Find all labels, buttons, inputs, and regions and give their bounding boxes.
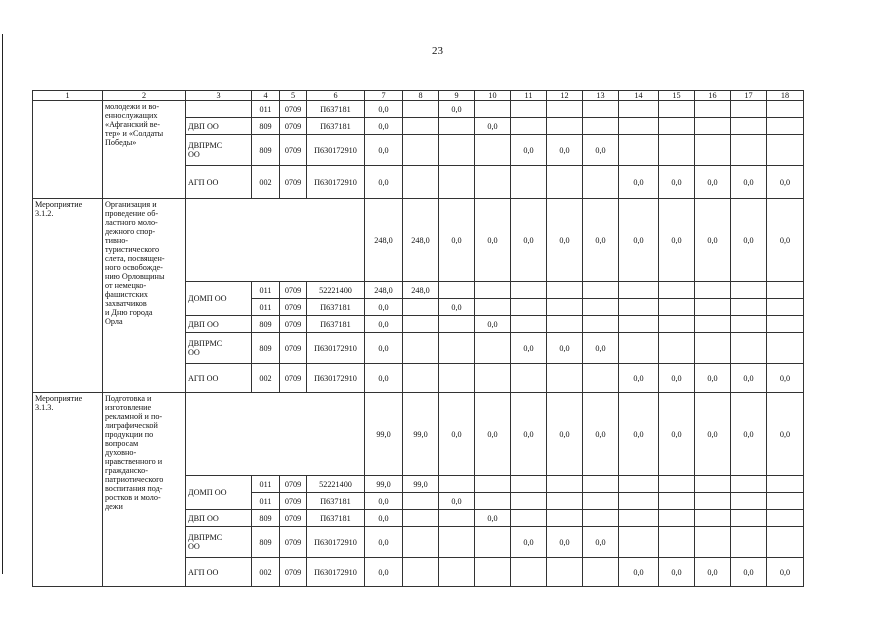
value-cell	[695, 282, 731, 299]
value-cell: 99,0	[403, 476, 439, 493]
code-cell: П637181	[307, 510, 365, 527]
value-cell: 248,0	[365, 199, 403, 282]
value-cell: 0,0	[547, 199, 583, 282]
header-cell: 9	[439, 91, 475, 101]
value-cell: 0,0	[511, 135, 547, 166]
value-cell: 0,0	[365, 510, 403, 527]
activity-total-row	[33, 199, 804, 282]
value-cell	[475, 476, 511, 493]
value-cell	[583, 282, 619, 299]
value-cell	[439, 135, 475, 166]
value-cell	[511, 493, 547, 510]
code-cell: 52221400	[307, 476, 365, 493]
value-cell	[547, 476, 583, 493]
value-cell	[583, 364, 619, 393]
value-cell: 0,0	[365, 166, 403, 199]
header-cell: 18	[767, 91, 804, 101]
budget-table	[32, 90, 804, 587]
code-cell: 002	[252, 364, 280, 393]
value-cell	[659, 493, 695, 510]
value-cell	[583, 476, 619, 493]
value-cell: 0,0	[365, 333, 403, 364]
value-cell: 0,0	[547, 393, 583, 476]
value-cell	[695, 333, 731, 364]
code-cell: П630172910	[307, 166, 365, 199]
header-row	[33, 91, 804, 101]
value-cell	[511, 282, 547, 299]
value-cell: 0,0	[365, 118, 403, 135]
value-cell	[475, 493, 511, 510]
value-cell	[695, 101, 731, 118]
value-cell	[439, 558, 475, 587]
value-cell	[547, 166, 583, 199]
table-body	[33, 91, 804, 587]
activity-total-row	[33, 393, 804, 476]
value-cell: 0,0	[619, 393, 659, 476]
executor-cell: ДВП ОО	[186, 316, 252, 333]
value-cell	[439, 316, 475, 333]
value-cell: 0,0	[619, 199, 659, 282]
code-cell: 0709	[280, 493, 307, 510]
value-cell: 0,0	[659, 393, 695, 476]
value-cell	[659, 299, 695, 316]
executor-total-cell	[186, 393, 365, 476]
value-cell	[511, 166, 547, 199]
code-cell: П630172910	[307, 333, 365, 364]
value-cell	[583, 101, 619, 118]
value-cell	[439, 527, 475, 558]
activity-name-cell: Подготовка и изготовление рекламной и по- лиграфической продукции по вопросам духовно- нравственного и гражданско- патриотического воспитания под- ростков и моло- дежи	[103, 393, 186, 587]
code-cell: 011	[252, 299, 280, 316]
value-cell: 0,0	[511, 333, 547, 364]
value-cell: 0,0	[695, 364, 731, 393]
executor-total-cell	[186, 199, 365, 282]
value-cell	[475, 166, 511, 199]
value-cell	[475, 101, 511, 118]
value-cell	[767, 282, 804, 299]
code-cell: 0709	[280, 527, 307, 558]
value-cell: 0,0	[511, 527, 547, 558]
header-cell: 3	[186, 91, 252, 101]
value-cell: 0,0	[731, 166, 767, 199]
value-cell	[403, 364, 439, 393]
value-cell	[731, 282, 767, 299]
value-cell: 99,0	[365, 476, 403, 493]
value-cell	[403, 510, 439, 527]
value-cell	[731, 493, 767, 510]
value-cell	[731, 510, 767, 527]
header-cell: 10	[475, 91, 511, 101]
value-cell	[619, 282, 659, 299]
value-cell: 0,0	[547, 527, 583, 558]
value-cell	[403, 166, 439, 199]
value-cell	[511, 101, 547, 118]
value-cell	[695, 135, 731, 166]
value-cell	[659, 527, 695, 558]
value-cell	[767, 101, 804, 118]
code-cell: П630172910	[307, 558, 365, 587]
value-cell	[583, 118, 619, 135]
value-cell: 0,0	[439, 199, 475, 282]
value-cell	[475, 135, 511, 166]
code-cell: 809	[252, 316, 280, 333]
value-cell: 0,0	[619, 166, 659, 199]
value-cell: 0,0	[583, 199, 619, 282]
value-cell	[583, 299, 619, 316]
value-cell	[619, 101, 659, 118]
value-cell: 0,0	[767, 558, 804, 587]
header-cell: 7	[365, 91, 403, 101]
activity-code-cell: Мероприятие 3.1.2.	[33, 199, 103, 393]
executor-cell: ДВП ОО	[186, 118, 252, 135]
value-cell: 0,0	[767, 393, 804, 476]
value-cell: 0,0	[619, 558, 659, 587]
executor-cell: ДОМП ОО	[186, 476, 252, 510]
value-cell	[547, 118, 583, 135]
value-cell	[511, 510, 547, 527]
value-cell: 0,0	[731, 393, 767, 476]
code-cell: 0709	[280, 166, 307, 199]
value-cell: 248,0	[365, 282, 403, 299]
executor-cell: АГП ОО	[186, 558, 252, 587]
value-cell	[547, 510, 583, 527]
value-cell	[659, 118, 695, 135]
code-cell: 0709	[280, 510, 307, 527]
code-cell: 011	[252, 493, 280, 510]
header-cell: 16	[695, 91, 731, 101]
value-cell	[619, 316, 659, 333]
value-cell	[659, 101, 695, 118]
value-cell	[439, 166, 475, 199]
value-cell	[403, 493, 439, 510]
value-cell	[547, 558, 583, 587]
value-cell	[403, 118, 439, 135]
value-cell	[695, 510, 731, 527]
value-cell: 0,0	[583, 527, 619, 558]
value-cell: 0,0	[583, 333, 619, 364]
value-cell: 0,0	[659, 166, 695, 199]
page-number: 23	[432, 45, 443, 57]
value-cell: 0,0	[767, 199, 804, 282]
code-cell: П637181	[307, 299, 365, 316]
header-cell: 13	[583, 91, 619, 101]
value-cell: 0,0	[365, 527, 403, 558]
header-cell: 6	[307, 91, 365, 101]
value-cell	[767, 510, 804, 527]
value-cell	[403, 558, 439, 587]
executor-cell: ДОМП ОО	[186, 282, 252, 316]
activity-code-cell	[33, 101, 103, 199]
value-cell: 0,0	[365, 493, 403, 510]
code-cell: 809	[252, 333, 280, 364]
value-cell	[619, 135, 659, 166]
value-cell: 0,0	[365, 299, 403, 316]
value-cell	[475, 558, 511, 587]
value-cell	[619, 527, 659, 558]
header-cell: 4	[252, 91, 280, 101]
activity-name-cell: Организация и проведение об- ластного моло- дежного спор- тивно- туристического слета, посвящен- ного освобожде- нию Орловщины от немецко- фашистских захватчиков и Дню города Орла	[103, 199, 186, 393]
value-cell	[767, 476, 804, 493]
value-cell	[403, 316, 439, 333]
value-cell: 0,0	[731, 558, 767, 587]
value-cell	[475, 282, 511, 299]
code-cell: П637181	[307, 118, 365, 135]
value-cell: 248,0	[403, 199, 439, 282]
executor-cell	[186, 101, 252, 118]
value-cell	[767, 527, 804, 558]
code-cell: 0709	[280, 101, 307, 118]
header-cell: 17	[731, 91, 767, 101]
value-cell: 0,0	[767, 166, 804, 199]
code-cell: П637181	[307, 101, 365, 118]
code-cell: 0709	[280, 333, 307, 364]
value-cell	[439, 476, 475, 493]
budget-table-wrapper	[32, 90, 804, 587]
value-cell	[767, 135, 804, 166]
value-cell	[659, 282, 695, 299]
value-cell: 0,0	[365, 364, 403, 393]
value-cell	[439, 364, 475, 393]
code-cell: 809	[252, 135, 280, 166]
value-cell	[403, 299, 439, 316]
value-cell	[695, 316, 731, 333]
value-cell	[547, 364, 583, 393]
code-cell: 011	[252, 282, 280, 299]
value-cell	[767, 316, 804, 333]
value-cell	[547, 101, 583, 118]
value-cell	[731, 101, 767, 118]
value-cell: 0,0	[583, 393, 619, 476]
code-cell: П630172910	[307, 527, 365, 558]
header-cell: 5	[280, 91, 307, 101]
header-cell: 8	[403, 91, 439, 101]
value-cell: 0,0	[439, 393, 475, 476]
value-cell	[767, 299, 804, 316]
value-cell	[619, 476, 659, 493]
code-cell: 0709	[280, 282, 307, 299]
value-cell	[511, 118, 547, 135]
activity-name-cell: молодежи и во- еннослужащих «Афганский ве- тер» и «Солдаты Победы»	[103, 101, 186, 199]
value-cell: 99,0	[403, 393, 439, 476]
value-cell: 0,0	[475, 393, 511, 476]
value-cell: 0,0	[659, 558, 695, 587]
value-cell: 0,0	[365, 135, 403, 166]
value-cell: 0,0	[659, 364, 695, 393]
value-cell	[547, 282, 583, 299]
value-cell: 0,0	[439, 299, 475, 316]
value-cell	[695, 493, 731, 510]
value-cell: 0,0	[511, 199, 547, 282]
executor-cell: ДВПРМС ОО	[186, 333, 252, 364]
value-cell	[511, 558, 547, 587]
code-cell: 0709	[280, 364, 307, 393]
value-cell	[511, 476, 547, 493]
value-cell: 0,0	[475, 316, 511, 333]
value-cell: 0,0	[511, 393, 547, 476]
value-cell	[659, 476, 695, 493]
value-cell	[619, 510, 659, 527]
code-cell: 809	[252, 510, 280, 527]
value-cell	[731, 476, 767, 493]
executor-cell: АГП ОО	[186, 166, 252, 199]
header-cell: 1	[33, 91, 103, 101]
value-cell	[511, 364, 547, 393]
value-cell	[511, 316, 547, 333]
value-cell	[439, 510, 475, 527]
value-cell	[475, 333, 511, 364]
value-cell: 0,0	[547, 135, 583, 166]
value-cell	[403, 333, 439, 364]
code-cell: 0709	[280, 558, 307, 587]
value-cell	[583, 510, 619, 527]
header-cell: 2	[103, 91, 186, 101]
value-cell: 0,0	[659, 199, 695, 282]
value-cell: 0,0	[583, 135, 619, 166]
header-cell: 14	[619, 91, 659, 101]
code-cell: 809	[252, 118, 280, 135]
value-cell: 0,0	[365, 101, 403, 118]
value-cell	[475, 299, 511, 316]
code-cell: 0709	[280, 118, 307, 135]
code-cell: 002	[252, 558, 280, 587]
value-cell: 0,0	[695, 166, 731, 199]
value-cell	[731, 135, 767, 166]
code-cell: 0709	[280, 135, 307, 166]
value-cell: 0,0	[695, 199, 731, 282]
value-cell	[403, 527, 439, 558]
value-cell	[695, 299, 731, 316]
value-cell	[767, 493, 804, 510]
executor-cell: АГП ОО	[186, 364, 252, 393]
value-cell	[439, 282, 475, 299]
value-cell	[547, 316, 583, 333]
value-cell	[475, 364, 511, 393]
value-cell	[403, 101, 439, 118]
value-cell: 0,0	[439, 101, 475, 118]
value-cell: 0,0	[439, 493, 475, 510]
table-row	[33, 101, 804, 118]
value-cell: 0,0	[475, 118, 511, 135]
value-cell	[659, 135, 695, 166]
value-cell: 248,0	[403, 282, 439, 299]
value-cell	[695, 118, 731, 135]
value-cell: 0,0	[547, 333, 583, 364]
value-cell	[583, 493, 619, 510]
code-cell: 011	[252, 101, 280, 118]
value-cell	[619, 118, 659, 135]
value-cell	[583, 166, 619, 199]
value-cell	[659, 333, 695, 364]
value-cell	[695, 476, 731, 493]
value-cell	[619, 493, 659, 510]
value-cell: 0,0	[365, 316, 403, 333]
header-cell: 11	[511, 91, 547, 101]
value-cell	[547, 493, 583, 510]
value-cell	[439, 333, 475, 364]
code-cell: П630172910	[307, 135, 365, 166]
activity-code-cell: Мероприятие 3.1.3.	[33, 393, 103, 587]
value-cell: 0,0	[365, 558, 403, 587]
value-cell	[767, 118, 804, 135]
code-cell: 0709	[280, 299, 307, 316]
value-cell: 0,0	[767, 364, 804, 393]
value-cell	[731, 333, 767, 364]
value-cell: 0,0	[475, 510, 511, 527]
executor-cell: ДВП ОО	[186, 510, 252, 527]
value-cell	[511, 299, 547, 316]
code-cell: 52221400	[307, 282, 365, 299]
value-cell	[583, 558, 619, 587]
value-cell	[731, 527, 767, 558]
value-cell	[731, 299, 767, 316]
executor-cell: ДВПРМС ОО	[186, 135, 252, 166]
code-cell: 011	[252, 476, 280, 493]
header-cell: 12	[547, 91, 583, 101]
executor-cell: ДВПРМС ОО	[186, 527, 252, 558]
value-cell	[547, 299, 583, 316]
value-cell	[659, 316, 695, 333]
value-cell	[403, 135, 439, 166]
value-cell	[731, 118, 767, 135]
value-cell: 0,0	[731, 364, 767, 393]
code-cell: 0709	[280, 316, 307, 333]
value-cell	[767, 333, 804, 364]
code-cell: 0709	[280, 476, 307, 493]
code-cell: 002	[252, 166, 280, 199]
code-cell: П630172910	[307, 364, 365, 393]
value-cell	[619, 299, 659, 316]
code-cell: 809	[252, 527, 280, 558]
value-cell: 0,0	[695, 393, 731, 476]
value-cell: 0,0	[619, 364, 659, 393]
value-cell	[731, 316, 767, 333]
header-cell: 15	[659, 91, 695, 101]
page-left-edge-line	[2, 34, 3, 574]
value-cell: 0,0	[695, 558, 731, 587]
value-cell	[583, 316, 619, 333]
code-cell: П637181	[307, 316, 365, 333]
value-cell	[619, 333, 659, 364]
code-cell: П637181	[307, 493, 365, 510]
value-cell	[475, 527, 511, 558]
value-cell	[439, 118, 475, 135]
value-cell: 0,0	[475, 199, 511, 282]
value-cell	[659, 510, 695, 527]
value-cell: 99,0	[365, 393, 403, 476]
value-cell	[695, 527, 731, 558]
value-cell: 0,0	[731, 199, 767, 282]
